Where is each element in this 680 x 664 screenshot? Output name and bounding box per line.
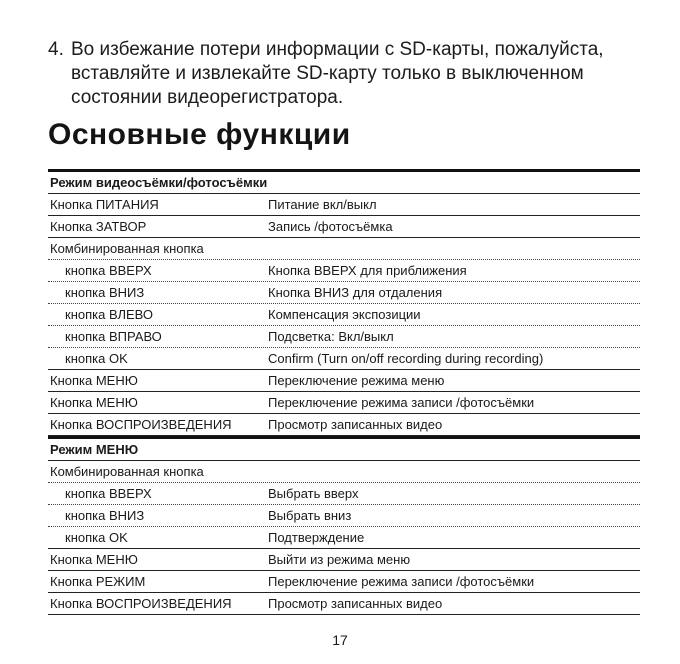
button-name: кнопка ВЛЕВО <box>65 307 154 322</box>
intro-text: Во избежание потери информации с SD-карты, пожалуйста, вставляйте и извлекайте SD-карту только в выключенном состоянии видеорегистратора. <box>71 39 604 108</box>
section-header-video-photo-mode <box>48 169 640 194</box>
table-row <box>48 505 640 527</box>
button-function: Confirm (Turn on/off recording during recording) <box>268 351 544 366</box>
table-row <box>48 326 640 348</box>
button-name: кнопка OK <box>65 351 128 366</box>
button-name: Кнопка МЕНЮ <box>50 373 138 388</box>
button-function: Подтверждение <box>268 530 365 545</box>
table-row <box>48 260 640 282</box>
button-function: Переключение режима записи /фотосъёмки <box>268 395 535 410</box>
button-function: Компенсация экспозиции <box>268 307 421 322</box>
button-function: Переключение режима записи /фотосъёмки <box>268 574 535 589</box>
table-row <box>48 392 640 414</box>
button-name: Комбинированная кнопка <box>50 464 204 479</box>
button-function: Просмотр записанных видео <box>268 417 443 432</box>
button-name: Кнопка ВОСПРОИЗВЕДЕНИЯ <box>50 417 232 432</box>
functions-table <box>48 169 640 615</box>
table-row <box>48 194 640 216</box>
button-name: Кнопка РЕЖИМ <box>50 574 146 589</box>
table-row <box>48 527 640 549</box>
section-title: Режим видеосъёмки/фотосъёмки <box>50 175 268 190</box>
button-name: кнопка ВПРАВО <box>65 329 162 344</box>
page-number: 17 <box>332 632 348 648</box>
button-function: Запись /фотосъёмка <box>268 219 393 234</box>
page-title: Основные функции <box>48 118 351 151</box>
button-name: Кнопка ВОСПРОИЗВЕДЕНИЯ <box>50 596 232 611</box>
button-name: кнопка ВВЕРХ <box>65 486 152 501</box>
button-name: кнопка OK <box>65 530 128 545</box>
table-row <box>48 238 640 260</box>
section-header-menu-mode <box>48 436 640 461</box>
button-function: Переключение режима меню <box>268 373 445 388</box>
button-function: Выйти из режима меню <box>268 552 411 567</box>
button-function: Кнопка ВНИЗ для отдаления <box>268 285 443 300</box>
table-row <box>48 593 640 615</box>
list-number: 4. <box>48 39 64 60</box>
button-name: кнопка ВНИЗ <box>65 285 145 300</box>
button-name: кнопка ВНИЗ <box>65 508 145 523</box>
button-function: Кнопка ВВЕРХ для приближения <box>268 263 467 278</box>
table-row <box>48 282 640 304</box>
button-name: Кнопка МЕНЮ <box>50 552 138 567</box>
table-row <box>48 304 640 326</box>
button-function: Просмотр записанных видео <box>268 596 443 611</box>
table-row <box>48 571 640 593</box>
table-row <box>48 461 640 483</box>
table-row <box>48 483 640 505</box>
button-name: Кнопка ЗАТВОР <box>50 219 147 234</box>
table-row <box>48 370 640 392</box>
intro-paragraph <box>48 38 658 110</box>
button-name: Комбинированная кнопка <box>50 241 204 256</box>
button-name: кнопка ВВЕРХ <box>65 263 152 278</box>
button-name: Кнопка ПИТАНИЯ <box>50 197 159 212</box>
button-name: Кнопка МЕНЮ <box>50 395 138 410</box>
button-function: Питание вкл/выкл <box>268 197 377 212</box>
table-row <box>48 216 640 238</box>
button-function: Выбрать вверх <box>268 486 359 501</box>
section-title: Режим МЕНЮ <box>50 442 139 457</box>
button-function: Выбрать вниз <box>268 508 352 523</box>
table-row <box>48 414 640 436</box>
table-row <box>48 549 640 571</box>
table-row <box>48 348 640 370</box>
button-function: Подсветка: Вкл/выкл <box>268 329 394 344</box>
